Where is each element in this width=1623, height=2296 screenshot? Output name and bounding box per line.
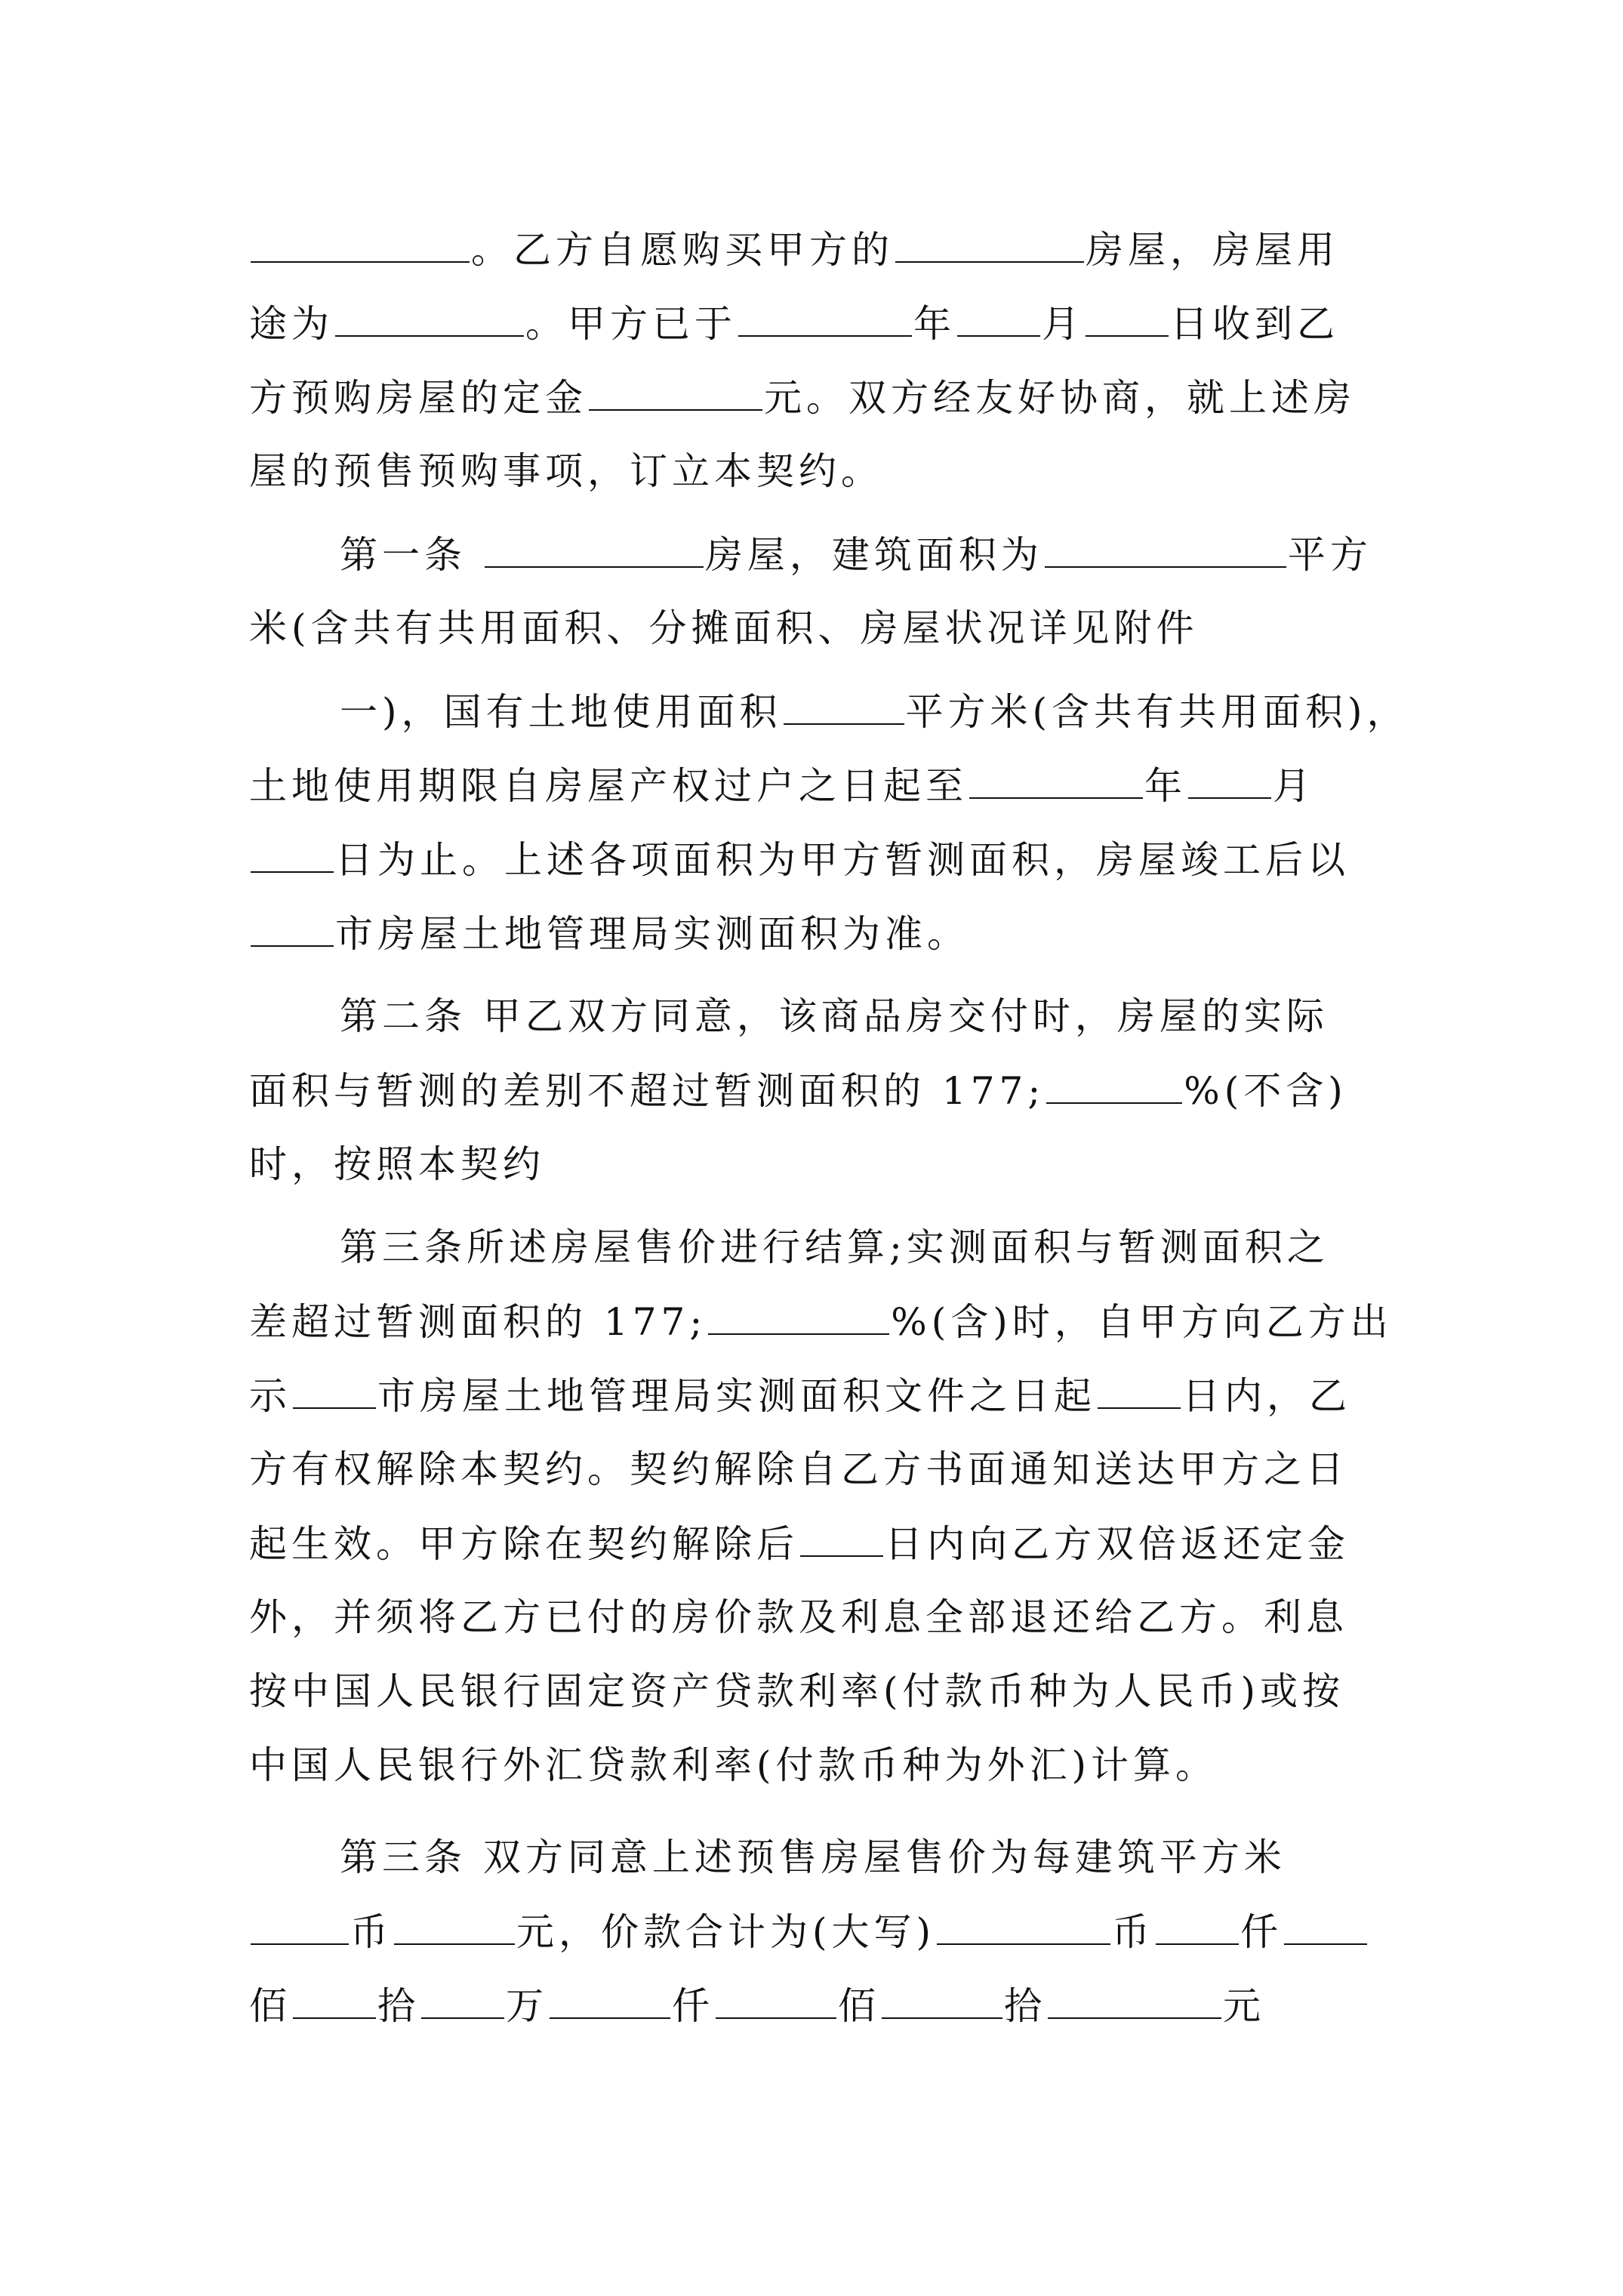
text-segment: 日收到乙: [1170, 302, 1339, 346]
text-segment: 时，按照本契约: [249, 1142, 545, 1186]
text-line: [249, 1142, 1381, 1187]
text-segment: 元。双方经友好协商，就上述房: [764, 376, 1356, 420]
text-line: [340, 532, 1472, 578]
text-segment: 面积与暂测的差别不超过暂测面积的 177;: [249, 1069, 1046, 1113]
fill-blank: [1156, 1909, 1239, 1945]
text-line: [249, 1068, 1381, 1114]
text-line: [249, 300, 1381, 347]
text-segment: 仟: [672, 1984, 714, 2028]
fill-blank: [251, 227, 470, 263]
text-segment: 万: [506, 1984, 548, 2028]
text-segment: 市房屋土地管理局实测面积文件之日起: [377, 1374, 1096, 1418]
text-segment: 途为: [249, 302, 334, 346]
text-line: [249, 1669, 1381, 1714]
text-segment: 市房屋土地管理局实测面积为准。: [335, 912, 969, 956]
text-segment: 土地使用期限自房屋产权过户之日起至: [249, 764, 968, 808]
text-line: [249, 606, 1381, 651]
text-segment: 一)，国有土地使用面积: [340, 690, 782, 734]
fill-blank: [937, 1909, 1110, 1945]
text-line: [249, 1521, 1381, 1567]
text-line: [249, 374, 1381, 421]
fill-blank: [738, 300, 912, 337]
text-segment: 中国人民银行外汇贷款利率(付款币种为外汇)计算。: [249, 1743, 1218, 1787]
text-segment: 房屋，房屋用: [1086, 228, 1339, 272]
fill-blank: [421, 1983, 504, 2019]
text-line: [249, 1743, 1381, 1788]
text-segment: 第一条: [340, 533, 483, 577]
fill-blank: [969, 763, 1143, 799]
text-line: [340, 689, 1472, 735]
fill-blank: [1048, 1983, 1221, 2019]
fill-blank: [1284, 1909, 1367, 1945]
text-segment: 房屋，建筑面积为: [704, 533, 1043, 577]
text-segment: 第三条 双方同意上述预售房屋售价为每建筑平方米: [340, 1835, 1286, 1879]
fill-blank: [251, 1909, 349, 1945]
text-segment: 方有权解除本契约。契约解除自乙方书面通知送达甲方之日: [249, 1447, 1348, 1491]
text-line: [249, 1373, 1381, 1419]
text-segment: 月: [1042, 302, 1084, 346]
text-segment: 年: [1144, 764, 1187, 808]
text-segment: 方预购房屋的定金: [249, 376, 587, 420]
text-segment: 起生效。甲方除在契约解除后: [249, 1522, 799, 1566]
fill-blank: [550, 1983, 670, 2019]
text-segment: 日内，乙: [1182, 1374, 1351, 1418]
fill-blank: [716, 1983, 836, 2019]
fill-blank: [957, 300, 1040, 337]
fill-blank: [589, 374, 762, 411]
fill-blank: [1045, 532, 1286, 568]
text-segment: 第二条 甲乙双方同意，该商品房交付时，房屋的实际: [340, 994, 1329, 1038]
text-line: [249, 1595, 1381, 1640]
text-segment: 屋的预售预购事项，订立本契约。: [249, 449, 883, 493]
text-segment: 元，价款合计为(大写): [516, 1910, 936, 1954]
text-segment: 日内向乙方双倍返还定金: [885, 1522, 1350, 1566]
text-line: [249, 1299, 1393, 1345]
text-segment: 佰: [838, 1984, 880, 2028]
text-line: [249, 763, 1381, 809]
fill-blank: [293, 1983, 376, 2019]
text-segment: 平方米(含共有共用面积)，: [905, 690, 1409, 734]
fill-blank: [708, 1299, 889, 1335]
text-segment: 。甲方已于: [525, 302, 737, 346]
text-line: [249, 911, 1381, 957]
text-line: [249, 1909, 1381, 1955]
text-segment: 币: [350, 1910, 393, 1954]
text-segment: 日为止。上述各项面积为甲方暂测面积，房屋竣工后以: [335, 838, 1350, 882]
text-segment: 。乙方自愿购买甲方的: [471, 228, 894, 272]
text-line: [249, 227, 1381, 273]
fill-blank: [251, 837, 334, 873]
fill-blank: [800, 1521, 883, 1557]
fill-blank: [882, 1983, 1002, 2019]
text-segment: 拾: [1004, 1984, 1046, 2028]
text-line: [340, 994, 1472, 1039]
fill-blank: [335, 300, 524, 337]
fill-blank: [1046, 1068, 1182, 1104]
fill-blank: [394, 1909, 515, 1945]
text-segment: %(不含): [1184, 1069, 1347, 1113]
text-segment: 仟: [1240, 1910, 1283, 1954]
text-segment: 外，并须将乙方已付的房价款及利息全部退还给乙方。利息: [249, 1595, 1348, 1639]
fill-blank: [895, 227, 1084, 263]
fill-blank: [293, 1373, 376, 1409]
text-segment: 月: [1273, 764, 1315, 808]
text-line: [249, 837, 1381, 883]
text-segment: 第三条所述房屋售价进行结算;实测面积与暂测面积之: [340, 1225, 1329, 1269]
text-segment: 佰: [249, 1984, 291, 2028]
text-segment: 元: [1223, 1984, 1265, 2028]
text-line: [340, 1835, 1472, 1880]
text-segment: 示: [249, 1374, 291, 1418]
text-segment: 差超过暂测面积的 177;: [249, 1300, 707, 1344]
text-segment: 按中国人民银行固定资产贷款利率(付款币种为人民币)或按: [249, 1669, 1345, 1713]
text-line: [249, 448, 1381, 494]
fill-blank: [784, 689, 904, 725]
text-segment: 年: [913, 302, 956, 346]
text-segment: 米(含共有共用面积、分摊面积、房屋状况详见附件: [249, 606, 1199, 650]
fill-blank: [1086, 300, 1169, 337]
text-segment: 币: [1112, 1910, 1155, 1954]
text-segment: 拾: [377, 1984, 420, 2028]
text-segment: 平方: [1287, 533, 1372, 577]
fill-blank: [1188, 763, 1271, 799]
fill-blank: [251, 911, 334, 947]
text-line: [249, 1447, 1381, 1492]
text-line: [249, 1983, 1381, 2029]
text-segment: %(含)时，自甲方向乙方出: [891, 1300, 1393, 1344]
fill-blank: [485, 532, 704, 568]
text-line: [340, 1225, 1472, 1270]
fill-blank: [1098, 1373, 1181, 1409]
